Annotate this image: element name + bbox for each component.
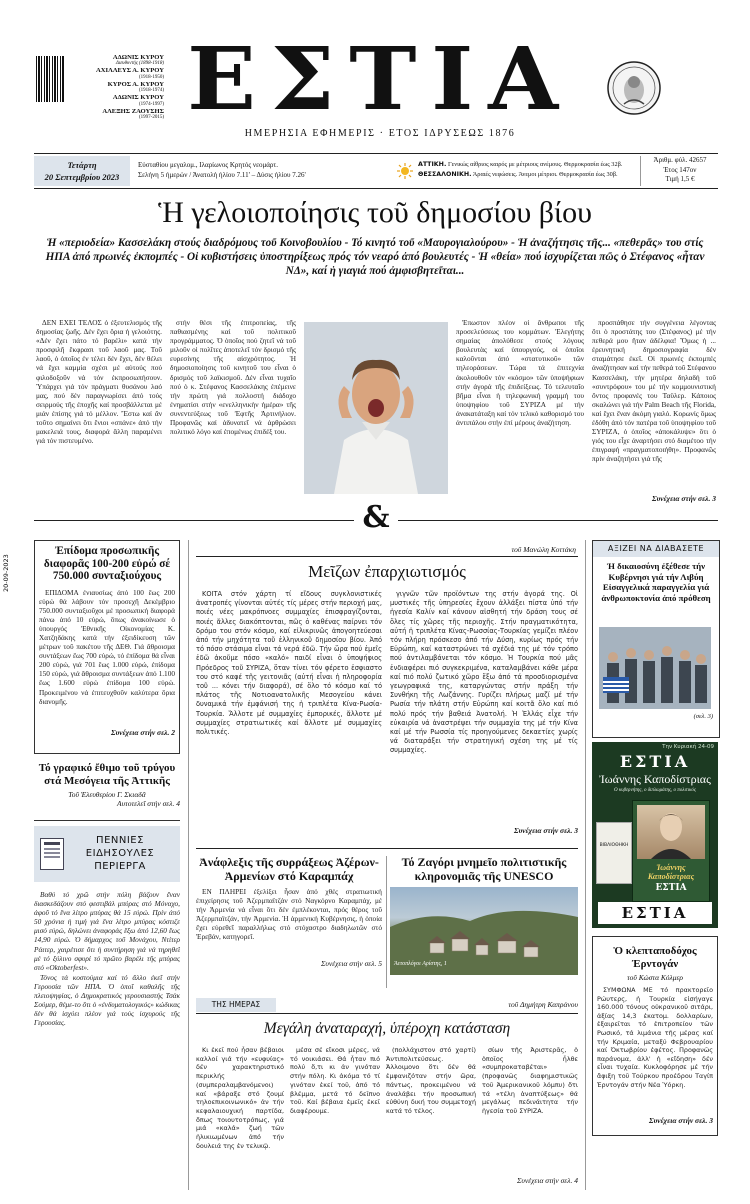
barcode — [36, 56, 64, 102]
bottom-title: Μεγάλη ἀναταραχή, ὑπέροχη κατάσταση — [263, 1020, 511, 1037]
masthead — [0, 0, 750, 150]
column-rule — [386, 856, 387, 988]
founder-role: (1918-1974) — [139, 88, 164, 94]
founder: ΚΥΡΟΣ Α. ΚΥΡΟΥ — [107, 80, 164, 88]
zagori-title: Τό Ζαγόρι μνημεῖο πολιτιστικῆς κληρονομιᾶς τῆς UNESCO — [401, 855, 567, 883]
man-shouting-icon — [304, 322, 448, 494]
lead-deck: Ἡ «περιοδεία» Κασσελάκη στούς διαδρόμους τοῦ Κοινοβουλίου - Τό κινητό τοῦ «Μαυρογιαλούρου» - Ἡ ἀναζήτησις τῆς... «πεθερᾶς» του στίς ΗΠΑ ἀπό πρωινές ἐκπομπές - Οἱ κυβιστήσεις ὑποστηρίξεως πρός τόν νεαρό ἀπό βουλευτές - Ἡ «θεία» πού ἰσχυρίζεται πῶς ὁ Στέφανος «ἦταν ΝΔ», καί ἡ γιαγιά πού ἀμφισβητεῖται... — [45, 237, 705, 277]
worth-reading-header: ΑΞΙΖΕΙ ΝΑ ΔΙΑΒΑΣΕΤΕ — [593, 541, 719, 557]
weather-region: ΑΤΤΙΚΗ. — [418, 161, 447, 168]
divider — [34, 520, 354, 521]
founder-role: (1974-1997) — [139, 101, 164, 107]
founder: ΑΛΕΞΗΣ ΖΑΟΥΣΗΣ — [102, 107, 164, 115]
zagori-photo — [390, 887, 578, 975]
founder: ΑΧΙΛΛΕΥΣ Α. ΚΥΡΟΥ — [96, 67, 164, 75]
center-column-1: ΚΟΙΤΑ στόν χάρτη τί εἴδους συγκλονιστικές ἀνατροπές γίνονται αὐτές τίς μέρες στήν περιοχή μας, ποιές νέες μακρόπνοες συμμαχίες ἐπισφραγίζονται, ποιές ἄλλες διακόπτονται, πῶς ὁ καθένας παίρνει τόν δρόμο του στόν κόσμο, καί εἰλικρινῶς ἀπογοητεύεσαι ἀπό τήν μηχότητα τοῦ ἑλληνικοῦ δημοσίου βίου. Ἀπό τό πόσο στάσιμα εἶναι τά νερά ἐδῶ. Τήν ὥρα πού ἐμεῖς ἐδῶ ἀκοῦμε πόσο «καλό» παιδί εἶναι ὁ ὑποψήφιος Πρόεδρος τοῦ ΣΥΡΙΖΑ, ὅταν τίνει τόν φέρετο ἐσφιαστο του στό καφέ τῆς γειτονιᾶς (αὐτή εἶναι ἡ πληροφορία τοῦ ... κόνει τήν διαφορά), σέ ὅλο τό κόσμο καί τό πλάτος τῆς Νοτιοανατολικῆς Μεσογείου κάνει δυναμικά τήν ἐμφάνισή της ἡ τριπλέτα Κίνα-Ρωσία-Τουρκία. Ἄλλοτε μέ συμμαχίες ἐμπορικές, ἄλλοτε μέ συμμαχίες στρατιωτικές καί ἄλλοτε μέ συμμαχίες πολιτικές. — [196, 590, 382, 737]
lead-column-2: στήν θέσι τῆς ἐπιτροπείας, τῆς παθιασμένης καί τοῦ πολιτικοῦ προγράμματος. Ὁ ὁποῖος πού ζητεῖ νά τοῦ μιλοῦν οἱ πολῖτες ἀποτελεῖ τόν δρισμό τῆς ευρεσίνης τῆς αἰσχρότητος. Ἡ δημοσιοποίησις τοῦ κινητοῦ του εἶναι ὁ δρισμός τοῦ λαϊκισμοῦ. Δέν εἶναι τυχαῖο πού ὁ κ. Στέφανος Κασσελάκης ἐπέμεινε τήν πρώτη γιά πολλοστή διάδοχο ἐνηματίσι στήν «ενελληνικὴν ἡμέρα» τῆς συνεντεύξεως τοῦ Ἐφτῆς Ἀρτινήλιον. Προφανῶς καί ἀδυνατεῖ νά ἀρθρώσει πολιτικό λόγο καί ἐπομένως ἐπιδέξ του. — [170, 318, 296, 437]
lead-column-4: προσπάθησε τήν συγγένεια λέγοντας ὅτι ὁ προστάτης του (Στέφανος) μέ τήν πεθερά μου ἤταν ἀδέλφια! Ὅμως ἡ ... ἐρευνητική δημοσιογραφία δέν σταμάτησε ἐκεῖ. Οἱ πρωινές ἐκπομπές ἀναζήτησαν καί τήν πεθερά τοῦ Στέφανου Κασσελάκη, τήν μητέρα δηλαδή τοῦ «συντρόφου» του μέ τήν κομμουνιστική ὄντος προφανές του Ταϋλερ. Κάποιος σκαλώνει γιά τήν Palm Beach τῆς Florida, καί ἔχει ἕναν ἀκόμη γιαλό. Κορωνίς ὅμως ἐδόθη ἀπό τόν πατέρα τοῦ ὑποψηφίου τοῦ ΣΥΡΙΖΑ, ὁ ὁποῖος «ἀποκάλυψε» ὅτι ὁ γιός του εἶχε ἀναρτήσει στό διαμέτοο τήν ἐπιγραφή «πραγματοποιήθη». Προφανῶς πρίν ἀναζητήσει γιά τῆς — [592, 318, 716, 464]
harvest-title: Τό γραφικό ἔθιμο τοῦ τρύγου στά Μεσόγεια τῆς Ἀττικῆς — [38, 762, 176, 787]
founder-role: (1997-2015) — [139, 115, 164, 121]
lead-photo — [304, 322, 448, 494]
bottom-column-2: μέσα σέ εἴκοσι μέρες, νά τό νοικιάσει. Θά ἦταν πιό πολύ ὅ,τι κι ἀν γινόταν στήν πόλη. Κι ἀκόμα τό τί γινόταν ἐκεί τοῦ, ἀπό τό βλέμμα, μετά τό δεῖπνο τοῦ. Καί βέβαια ἐμεῖς ἐκεῖ διαφέρουμε. — [290, 1046, 380, 1115]
erdogan-byline: τοῦ Κώστα Κόλμερ — [626, 973, 684, 982]
column-rule — [585, 540, 586, 1190]
book-stack — [596, 822, 632, 884]
center-byline: τοῦ Μανώλη Κοττάκη — [511, 545, 576, 554]
center-title: Μεῖζων ἐπαρχιωτισμός — [308, 562, 466, 581]
section-label-text: ΤΗΣ ΗΜΕΡΑΣ — [211, 1000, 261, 1009]
date: 20 Σεπτεμβρίου 2023 — [44, 172, 120, 182]
founders-list — [64, 54, 164, 121]
promo-author: Ἰωάννης Καποδίστριας — [599, 772, 711, 786]
section-label — [196, 998, 276, 1012]
sun-icon — [397, 163, 413, 179]
bottom-continued[interactable]: Συνέχεια στήν σελ. 4 — [516, 1176, 578, 1185]
book-cover — [632, 800, 710, 902]
book-cover-title: Ἰωάννης Καποδίστριας — [647, 863, 695, 881]
promo-brand: ΕΣΤΙΑ — [619, 752, 691, 771]
zagori-article — [390, 856, 578, 990]
promo-footer-brand: ΕΣΤΙΑ — [598, 902, 712, 924]
harvest-byline: Τοῦ Ἐλευθερίου Γ. Σκιαδᾶ — [68, 790, 146, 799]
date-box — [34, 156, 130, 186]
pension-article — [34, 540, 180, 754]
promo-date: Την Κυριακή 24-09 — [662, 744, 714, 750]
issue-box — [640, 156, 719, 186]
weather-text: Άραιές νεφώσεις. Άνεμοι μέτριοι. Θερμοκρασία έως 30β. — [472, 171, 618, 178]
masthead-title: ΕΣΤΙΑ — [187, 29, 573, 130]
column-rule — [188, 540, 189, 1190]
libya-title: Ἡ δικαιοσύνη ἐξέθεσε τήν Κυβέρνησι γιά τήν Λιβύη Εἰσαγγελικά παραγγελία γιά ἀνθρωποκτονία ἀπό πρόθεση — [601, 561, 711, 603]
divider — [196, 1013, 578, 1014]
photo-caption: Ἀετοπλόγοι Αρίστης, 1 — [394, 961, 447, 967]
center-continued[interactable]: Συνέχεια στήν σελ. 3 — [513, 826, 578, 835]
bottom-column-3: (πολλάχιστον στό χαρτί) Ἀντιπολιτεύσεως. Ἀλλοιμονο ὅτι δέν θά ἐμφανιζόταν στήν ὥρα, πάντως, προκειμένου νά ἀναλάβει τήν προσωπική εὐθύνη δική του συμμετοχή κατά τό τέλος. — [386, 1046, 476, 1115]
pension-continued[interactable]: Συνέχεια στήν σελ. 2 — [110, 727, 175, 737]
weekday: Τετάρτη — [67, 160, 97, 170]
issue-price: Τιμή 1,5 € — [665, 175, 695, 183]
bottom-byline: τοῦ Δημήτρη Καπράνου — [508, 1000, 578, 1009]
brief-news-title: ΠΕΝΝΙΕΣ ΕΙΔΗΣΟΥΛΕΣ ΠΕΡΙΕΡΓΑ — [85, 835, 155, 872]
weather-region: ΘΕΣΣΑΛΟΝΙΚΗ. — [418, 171, 472, 178]
book-promo[interactable] — [592, 742, 718, 928]
pension-title: Ἐπίδομα προσωπικῆς διαφορᾶς 100-200 εὐρώ σέ 750.000 συνταξιούχους — [43, 545, 171, 582]
center-column-2: γιγνῶν τῶν προϊόντων της στήν ἀγορά της. Οἱ μυστικές τῆς ὑπηρεσίες ἔχουν ἀλλάξει πίστα ὑπό τήν ἡγεσία Καλίν καί κάνουν αἰσθητή τήν δράση τους σέ ὅλες τίς χῶρες τῆς περιοχῆς. Στήν πραγματικότητα, αὐτή ἡ τριπλέτα Κίνας-Ρωσσίας-Τουρκίας γεμίζει πλέον τόν πλήρη πρόσκεσο ἀπό τήν Δύση, κυρίως πρός τήν Εὐρώπη, καί καταστρώνει τά σχέδιά της μέ τόν τρόπο πού ἀντιλαμβάνεται τόν κόσμο. Ἡ Τουρκία πού μᾶς ἐνδιαφέρει πιό συγκεκριμένα, καταλαμβάνει κάθε μέρα καί πιό πολύ ζωτικό χῶρο ἔξω ἀπό τά προσδιορισμένα γεωγραφικά της, καταργώντας στήν πράξη τήν Συνθήκη τῆς Λωζάννης. Γυρίζει πλήρως μαζί μέ τήν Ρωσία τήν πλάτη στήν Εὐρώπη καί κοιτᾶ ὅλο καί πιό πολύ πρός τήν βαθειά Ἀνατολή. Ἡ Ἑλλάς εἶχε τήν εὐκαιρία νά ἀναστρέψει τήν συμμαχία της μέ τήν Κίνα καί μέ τήν Ρωσσία τίς προηγούμενες δεκαετίες χωρίς νά διαταράξει τήν στρατηγική σχέση της μέ τίς συμμαχίες. — [390, 590, 578, 755]
divider — [196, 556, 578, 557]
tabloid-icon — [40, 838, 64, 870]
side-date: 20-09-2023 — [2, 554, 10, 592]
issue-year: Έτος 147ον — [663, 165, 697, 174]
saint-and-sun — [138, 160, 388, 180]
ampersand-ornament: & — [362, 500, 390, 535]
founder: ΑΔΩΝΙΣ ΚΥΡΟΥ — [112, 54, 164, 61]
saint-of-day: Εύσταθίου μεγαλομ., Ιλαρίωνος Κρητός νεομάρτ. — [138, 161, 278, 169]
karabakh-continued[interactable]: Συνέχεια στήν σελ. 5 — [320, 959, 382, 968]
erdogan-title: Ὁ κλεπταποδόχος Ἐρντογάν — [613, 945, 697, 970]
book-label: ΒΙΒΛΙΟΘΗΚΗ — [599, 843, 629, 848]
erdogan-continued[interactable]: Συνέχεια στήν σελ. 3 — [648, 1116, 713, 1125]
bottom-column-1: Κι ἐκεῖ πού ἦσαν βέβαιοι καλλοί γιά τήν «ευφυίας» δέν χαρακτηριστικό περικλής (συμπεραλαμβανόμενοι) καί «βάραξε στό ζουμί τηλοεπικοινωνικό» ἀν τήν κεφαλαιουχική παρτίδα, ὅπως τοιουτοτρόπως, γιά μιά «καλά» ζωή τῶν ἡλικιωμένων ἀπό τήν δουλειά της ἐν τελικῷ. — [196, 1046, 284, 1150]
founder-role: (1918-1950) — [139, 74, 164, 80]
portrait-icon — [637, 805, 705, 859]
lead-headline: Ἡ γελοιοποίησις τοῦ δημοσίου βίου — [158, 196, 592, 229]
founder-role: Διευθυντής (1898-1918) — [115, 61, 164, 67]
lead-continued[interactable]: Συνέχεια στήν σελ. 3 — [651, 494, 716, 503]
harvest-article — [34, 762, 180, 821]
libya-photo — [599, 627, 711, 709]
book-cover-brand: ΕΣΤΙΑ — [655, 883, 687, 893]
erdogan-article — [592, 936, 718, 1136]
lead-column-3: Ἐπωστον πλέον οἱ ἄνθρωποι τῆς προσελεύσεως του κομμάτων. Ἐλεγήτης σημαίας ἀπολύθεσε στούς λόγους βουλευτὰς καί ὑπουργούς, οἱ ὁποῖοι καλοῦνται ἀπό «στατυτικοῦ» τῶν τηλεοράσεων. Τώρα τά ἐπιτεχνία ἀκολουθοῦν τόν «κόσμο» τῶν ὑποψήφιων στήν ἀγορά τῆς ἐπιδείξεως. Τό τελευταῖο βῆμα εἶναι ἡ τηλεφωνική γραμμή του ὑποψηφίου τοῦ ΣΥΡΙΖΑ μέ τήν ἀνακατάταξη καί τόν τελικό καθορισμό του ἀντιπάλου στήν ἐπί μέρους ἀναζήτηση. — [456, 318, 584, 428]
lead-column-1: ΔΕΝ ΕΧΕΙ ΤΕΛΟΣ ὁ ἐξευτελισμός τῆς δημοσίας ζωῆς. Δέν ἔχει ὅρια ἡ γελοιότης. «Δέν ἔχει πάτο τό βαρέλι» κατά τήν προσφιλῆ ἔκφρασι τοῦ λαοῦ μας. Τοῦ λαοῦ, ὁ ὁποῖος ἐν τέλει δέν ἔχει, δέν θέλει νά ἔχει καμμία σχέσι μέ αὐτούς πού φιλοδοξοῦν νά τόν ἐκπροσωπήσουν. Ὑπάρχει γιά τόν πράγματι θυσάνου λαό μας, πού δέν παραγνωρίσει ἀπό τούς σειρμούς τῆς ἐποχῆς καί προσβάλλεται μέ μιάν ἐπίσης γιά τό μέλλον. Ἔστω καί ἄν τοῦτο σημαίνει ὅτι ἔνιοι «σπάνε» ἀπό τήν μακελειά τους, διαφορά ἄλλη παραμένει γιά τόν πιστευμένο. — [36, 318, 162, 446]
libya-page-ref[interactable]: (σελ. 3) — [693, 713, 713, 720]
athena-seal-icon — [606, 60, 662, 116]
sun-moon: Σελήνη 5 ήμερών / Άνατολή ήλίου 7.11' – Δύσις ήλίου 7.26' — [138, 171, 306, 179]
karabakh-body: ΕΝ ΠΛΗΡΕΙ ἐξελίξει ἦσαν ἀπό χθές στρατιωτική ἐπιχείρησις τοῦ Ἀζερμπαϊτζάν στό Ναγκόρνο Καραμπάχ, μέ τήν Ἀρμενία νά εἶναι ὅτι δέν ἐμπλέκονται, πρός θέρος τοῦ Ἀζερμπαϊτζάν, τήν Ἀρμενία. Ἡ ἀρμενική Κυβέρνησις, ἡ ὁποία ἔχει εὐρεθεῖ παραλλήλως στό στόχαστρο διαδηλωτῶν στό Ἐρεβάν, κατηγορεῖ. — [196, 887, 382, 942]
weather-text: Γενικώς αίθριος καιρός με μέτριους ανέμους. Θερμοκρασία έως 32β. — [447, 161, 623, 168]
founder: ΑΔΩΝΙΣ ΚΥΡΟΥ — [112, 94, 164, 102]
masthead-subtitle: ΗΜΕΡΗΣΙΑ ΕΦΗΜΕΡΙΣ · ΕΤΟΣ ΙΔΡΥΣΕΩΣ 1876 — [244, 128, 516, 139]
karabakh-article — [196, 856, 382, 990]
promo-subtitle: Ο κυβερνήτης, ο διπλωμάτης, ο πολιτικός — [614, 788, 696, 793]
harvest-continued[interactable]: Αυτοτελεῖ στήν σελ. 4 — [117, 799, 180, 808]
pension-body: ΕΠΙΔΟΜΑ ἐνιαυσίως ἀπό 100 ἕως 200 εὐρώ θά λάβουν τόν προσεχῆ Δεκέμβριο 750.000 συνταξιοῦχοι μέ προσωπική διαφορά πάνω ἀπό 10 εὐρώ, ὅπως ἀνακοίνωσε ὁ ὑπουργός Ἐθνικῆς Οἰκονομίας Κ. Χατζηδάκης κατά τήν ἐξειδίκευση τῶν μέτρων τοῦ πακέτου τῆς ΔΕΘ. Γιά ἄθροισμα συντάξεων ἕως 700 εὐρώ, τό ἐπίδομα θά εἶναι 200 εὐρώ, γιά 701 ἕως 1.000 εὐρώ, ἐπίδομα 150 εὐρώ, γιά ἄθροισμα συντάξεων ἀπό 1.100 ἕως 1.600 εὐρώ ἐπίδομα 100 εὐρώ. Προκειμένου νά ἐπιτευχθοῦν καλύτερα ὅρια διανομῆς. — [39, 587, 175, 706]
erdogan-body: ΣΥΜΦΩΝΑ ΜΕ τό πρακτορεῖο Ρώυτερς, ἡ Τουρκία εἰσήγαγε 160.000 τόνους οὐκρανικοῦ σιτάρι, ἀξίας 14,3 ἑκατομ. δολλαρίων, ἐξαιρεῖται τό ἐπιτροπείον τῶν Ρωσικό, τά λιμάνια τῆς μέρας καί τήν Κριμαία, μεταξύ Φεβρουαρίου καί Ὀκτωβρίου ἐφέτος. Προφανῶς παράνομα, ἀλλ' ἡ «εἴδηση» δέν εἶναι τυχαία. Κυκλοφόρησε μέ τήν ἄφιξη τοῦ Τούρκου προέδρου Ταγίπ Ἐρντογάν στήν Νέα Ὑόρκη. — [597, 986, 713, 1089]
weather — [418, 160, 632, 180]
divider — [196, 848, 578, 849]
worth-reading-box — [592, 540, 720, 738]
brief-news-box-header — [34, 826, 180, 882]
karabakh-title: Ἀνάφλεξις τῆς συρράξεως Ἀζέρων-Ἀρμενίων στό Καραμπάχ — [199, 855, 379, 883]
issue-number: Άριθμ. φύλ. 42657 — [653, 156, 707, 164]
info-bar — [34, 153, 718, 189]
brief-news-body: Βαθύ τό χρῶ στήν πόλη βάζουν ἕναν διασκεδάζουν στό φεστιβάλ μπύρας στό Μόναχο, ἀφοῦ τό ἕνα λίτρο μπύρας θά 15 εὐρώ. Πρίν ἀπό 50 χρόνια ἡ τιμή γιά ἕνα λίτρο μπύρας κόστιζε μισό εὐρώ, δηλώνει ἀναφοράς ἕξω ἀπό 12,60 ἕως 14,90 εὐρώ. Ὁ δήμαρχος τοῦ Μονάχου, Ντίτερ Ράιτερ, χαιρέτισε ὅτι ἡ συντήρηση γιά νά τηρηθεῖ μέ τό ξύλινο σφυρί τό πρῶτο βαρέλι τῆς μπύρας στό «Oktoberfest». Τόνος τά κοστούμια καί τό ἄλλο ἐκεῖ στήν Γερουσία τῶν ΗΠΑ. Ὁ ὁποῖ καθαλῆς τῆς πλειοψηφίας, ὁ Δημοκρατικός γερουσιαστής Τσάκ Σούμερ, θέμε-το ὅτι ὁ «ἐνδυματολογικός» κώδικας δέν θά ἰσχύει πλέον γιά τούς ἰσχυρούς τῆς Γερουσίας. — [34, 890, 180, 1028]
divider — [398, 520, 718, 521]
bottom-column-4: σίων τῆς Ἀριστερᾶς, ὁ ὁποῖος ἦλθε «συμπροκαταβέται» (προφανῶς διαφημιστικῶς τοῦ Ἀμερικανικοῦ λόμπυ) ὅτι τά «τέλη ἀναπτύξεως» θά μεγάλως πεδινάιτητα τήν ἡγεσία τοῦ ΣΥΡΙΖΑ. — [482, 1046, 578, 1115]
